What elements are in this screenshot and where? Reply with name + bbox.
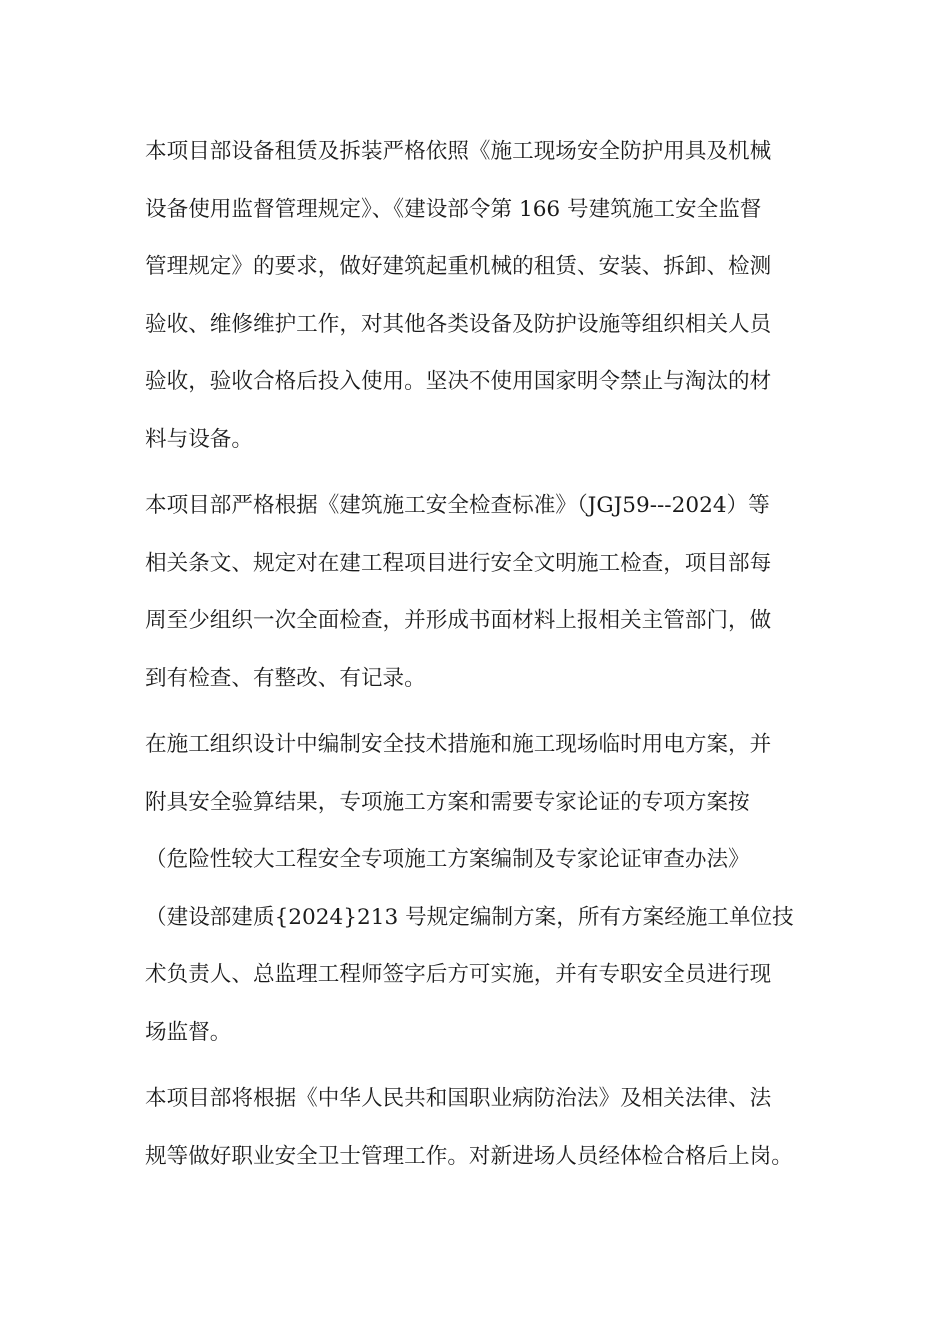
text-line: 附具安全验算结果，专项施工方案和需要专家论证的专项方案按 — [145, 789, 750, 815]
paragraph-safety-inspection — [145, 477, 805, 707]
text-line: 料与设备。 — [145, 426, 253, 452]
paragraph-occupational-health — [145, 1070, 805, 1185]
text-line: 管理规定》的要求，做好建筑起重机械的租赁、安装、拆卸、检测 — [145, 254, 772, 279]
text-line: 到有检查、有整改、有记录。 — [145, 665, 426, 691]
text-line: 本项目部将根据《中华人民共和国职业病防治法》及相关法律、法 — [145, 1086, 772, 1111]
text-line: 在施工组织设计中编制安全技术措施和施工现场临时用电方案，并 — [145, 732, 772, 757]
text-line: （危险性较大工程安全专项施工方案编制及专家论证审查办法》 — [145, 847, 750, 872]
text-line: （建设部建质{2024}213 号规定编制方案，所有方案经施工单位技 — [145, 904, 794, 930]
document-body — [145, 123, 805, 1194]
paragraph-equipment-leasing — [145, 123, 805, 468]
text-line: 本项目部设备租赁及拆装严格依照《施工现场安全防护用具及机械 — [145, 139, 772, 164]
text-line: 设备使用监督管理规定》、《建设部令第 166 号建筑施工安全监督 — [145, 196, 762, 222]
text-line: 验收、维修维护工作，对其他各类设备及防护设施等组织相关人员 — [145, 311, 772, 337]
text-line: 相关条文、规定对在建工程项目进行安全文明施工检查，项目部每 — [145, 550, 772, 576]
text-line: 周至少组织一次全面检查，并形成书面材料上报相关主管部门，做 — [145, 608, 772, 633]
text-line: 场监督。 — [145, 1019, 232, 1045]
text-line: 规等做好职业安全卫士管理工作。对新进场人员经体检合格后上岗。 — [145, 1143, 793, 1169]
text-line: 验收，验收合格后投入使用。坚决不使用国家明令禁止与淘汰的材 — [145, 369, 772, 394]
text-line: 本项目部严格根据《建筑施工安全检查标准》（JGJ59---2024）等 — [145, 493, 770, 518]
paragraph-construction-plan — [145, 716, 805, 1061]
text-line: 术负责人、总监理工程师签字后方可实施，并有专职安全员进行现 — [145, 962, 772, 987]
